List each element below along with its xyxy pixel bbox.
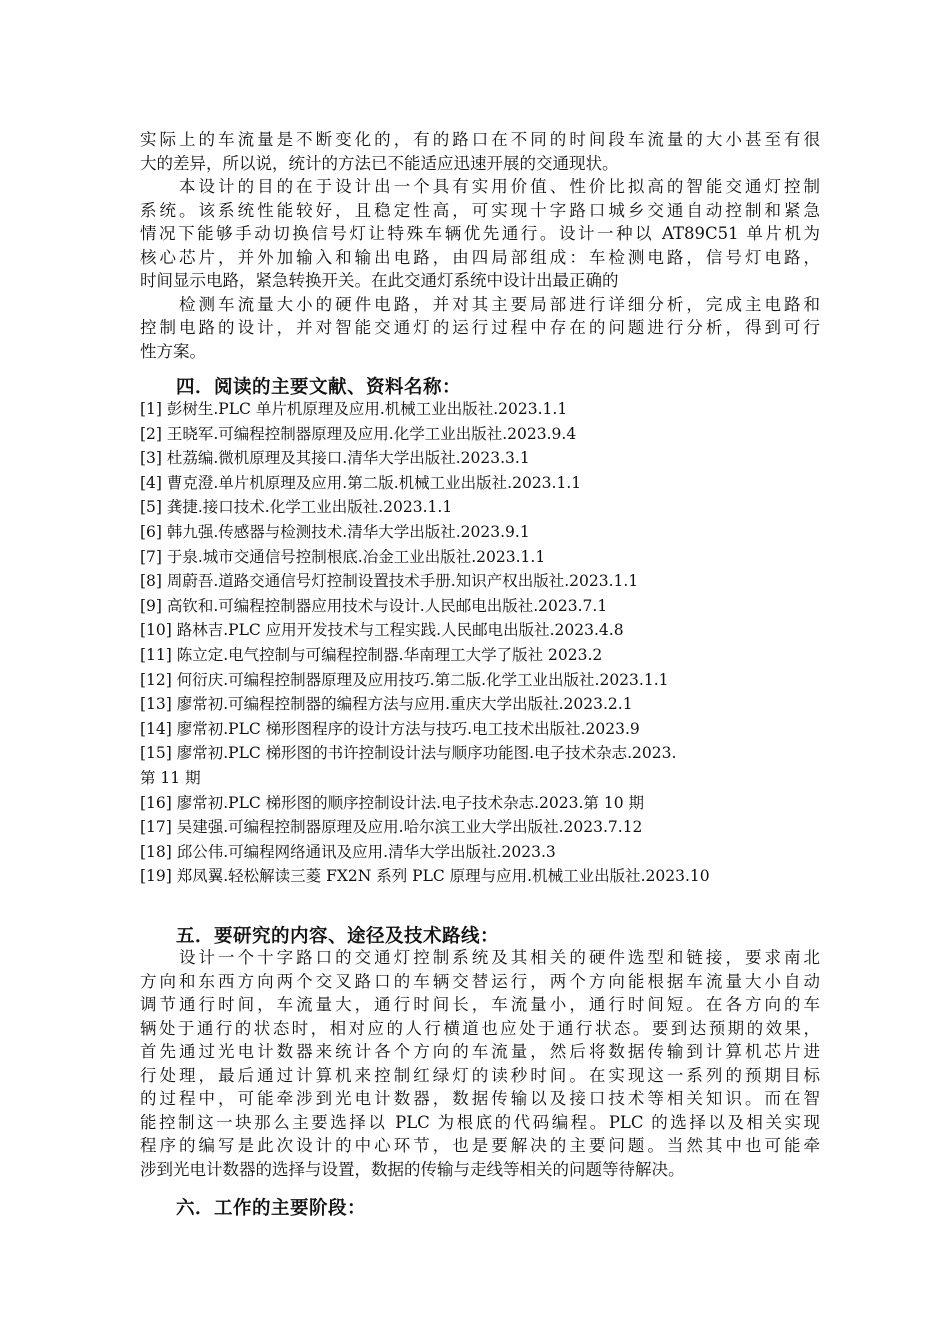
text-line: 系统。该系统性能较好，且稳定性高，可实现十字路口城乡交通自动控制和紧急 (140, 200, 820, 220)
text-line: 行处理，最后通过计算机来控制红绿灯的读秒时间。在实现这一系列的预期目标 (140, 1065, 820, 1085)
reference-item: [1] 彭树生.PLC 单片机原理及应用.机械工业出版社.2023.1.1 (140, 400, 568, 418)
reference-item: [18] 邱公伟.可编程网络通讯及应用.清华大学出版社.2023.3 (140, 842, 556, 861)
reference-item: [19] 郑凤翼.轻松解读三菱 FX2N 系列 PLC 原理与应用.机械工业出版社.2023.10 (140, 867, 710, 886)
text-line: 大的差异，所以说，统计的方法已不能适应迅速开展的交通现状。 (140, 153, 619, 173)
reference-item: [14] 廖常初.PLC 梯形图程序的设计方法与技巧.电工技术出版社.2023.9 (140, 719, 640, 738)
research-paragraph (140, 946, 820, 1181)
text-line: 方向和东西方向两个交叉路口的车辆交替运行，两个方向能根据车流量大小自动 (140, 971, 820, 991)
text-line: 本设计的目的在于设计出一个具有实用价值、性价比拟高的智能交通灯控制 (140, 177, 820, 196)
section-heading-research: 五．要研究的内容、途径及技术路线： (176, 926, 500, 947)
reference-item: [2] 王晓军.可编程控制器原理及应用.化学工业出版社.2023.9.4 (140, 424, 577, 443)
reference-item: [15] 廖常初.PLC 梯形图的书许控制设计法与顺序功能图.电子技术杂志.2023. (140, 744, 677, 763)
reference-item: [13] 廖常初.可编程控制器的编程方法与应用.重庆大学出版社.2023.2.1 (140, 695, 633, 714)
reference-item: [6] 韩九强.传感器与检测技术.清华大学出版社.2023.9.1 (140, 522, 530, 541)
reference-item: [8] 周蔚吾.道路交通信号灯控制设置技术手册.知识产权出版社.2023.1.1 (140, 572, 639, 591)
text-line: 能控制这一块那么主要选择以 PLC 为根底的代码编程。PLC 的选择以及相关实现 (140, 1112, 820, 1132)
text-line: 首先通过光电计数器来统计各个方向的车流量，然后将数据传输到计算机芯片进 (140, 1042, 820, 1061)
text-line: 情况下能够手动切换信号灯让特殊车辆优先通行。设计一种以 AT89C51 单片机为 (140, 224, 820, 243)
reference-item: [9] 高钦和.可编程控制器应用技术与设计.人民邮电出版社.2023.7.1 (140, 596, 608, 615)
text-line: 调节通行时间，车流量大，通行时间长，车流量小，通行时间短。在各方向的车 (140, 995, 820, 1014)
reference-item: [17] 吴建强.可编程控制器原理及应用.哈尔滨工业大学出版社.2023.7.12 (140, 818, 643, 837)
intro-paragraph (140, 128, 820, 363)
text-line: 涉到光电计数器的选择与设置，数据的传输与走线等相关的问题等待解决。 (140, 1159, 685, 1179)
text-line: 核心芯片，并外加输入和输出电路，由四局部组成：车检测电路，信号灯电路， (140, 247, 820, 267)
reference-item: [7] 于泉.城市交通信号控制根底.冶金工业出版社.2023.1.1 (140, 547, 546, 566)
section-heading-stages: 六．工作的主要阶段： (176, 1198, 367, 1219)
text-line: 程序的编写是此次设计的中心环节，也是要解决的主要问题。当然其中也可能牵 (140, 1136, 820, 1155)
reference-item: [10] 路林吉.PLC 应用开发技术与工程实践.人民邮电出版社.2023.4.8 (140, 621, 624, 640)
reference-item: [11] 陈立定.电气控制与可编程控制器.华南理工大学了版社 2023.2 (140, 645, 603, 664)
text-line: 检测车流量大小的硬件电路，并对其主要局部进行详细分析，完成主电路和 (140, 294, 820, 314)
reference-item: [12] 何衍庆.可编程控制器原理及应用技巧.第二版.化学工业出版社.2023.1.1 (140, 670, 669, 689)
reference-item-continuation: 第 11 期 (140, 768, 201, 787)
section-heading-references: 四．阅读的主要文献、资料名称： (176, 377, 462, 398)
reference-item: [3] 杜荔编.微机原理及其接口.清华大学出版社.2023.3.1 (140, 449, 530, 468)
text-line: 设计一个十字路口的交通灯控制系统及其相关的硬件选型和链接，要求南北 (140, 948, 820, 967)
reference-list (140, 397, 840, 889)
text-line: 时间显示电路，紧急转换开关。在此交通灯系统中设计出最正确的 (140, 271, 619, 290)
text-line: 的过程中，可能牵涉到光电计数器，数据传输以及接口技术等相关知识。而在智 (140, 1089, 820, 1108)
text-line: 性方案。 (140, 341, 206, 361)
text-line: 辆处于通行的状态时，相对应的人行横道也应处于通行状态。要到达预期的效果， (140, 1018, 820, 1038)
text-line: 实际上的车流量是不断变化的，有的路口在不同的时间段车流量的大小甚至有很 (140, 130, 820, 149)
text-line: 控制电路的设计，并对智能交通灯的运行过程中存在的问题进行分析，得到可行 (140, 318, 820, 337)
reference-item: [4] 曹克澄.单片机原理及应用.第二版.机械工业出版社.2023.1.1 (140, 473, 582, 492)
reference-item: [16] 廖常初.PLC 梯形图的顺序控制设计法.电子技术杂志.2023.第 10 期 (140, 793, 644, 812)
reference-item: [5] 龚捷.接口技术.化学工业出版社.2023.1.1 (140, 498, 453, 517)
